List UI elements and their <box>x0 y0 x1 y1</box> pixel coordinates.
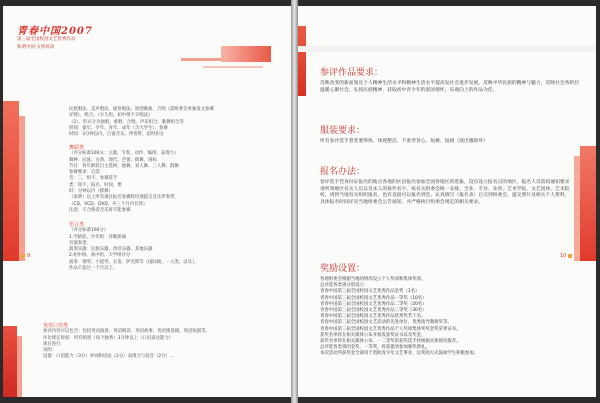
logo-brand: 青春中国2007 <box>17 26 93 37</box>
awards-list <box>320 277 582 358</box>
right-side-red-accent <box>574 156 580 261</box>
dance-line-9: （CD、VCD、DVD、并三个月内有效） <box>69 201 148 207</box>
dance-line-3: 节目：各年龄段自主选择，独舞、双人舞、三人舞、群舞 <box>69 163 179 169</box>
intro-line-4: 组别：童年、少年、青年、成年（含大学生），参赛 <box>69 125 168 131</box>
language-line-4: 演奏乐器：民族乐器、西洋乐器、其他乐器 <box>69 247 153 253</box>
intro-line-2: 详情）、组合。（少儿组、初中组不分唱法） <box>69 113 153 119</box>
award-line-6: 青春中国第三届全国校园文艺优秀作品三等奖（30名） <box>320 308 427 314</box>
dance-line-4: 参赛要求：自选 <box>69 170 100 176</box>
left-red-accent <box>19 116 25 261</box>
english-line-2: 评比规定时间：所有组别（每个独秀）3分钟以上（口语表达能力） <box>43 335 174 341</box>
intro-line-3: （2）、形式分为独唱、重唱、合唱、声乐组合、歌舞组合等 <box>69 119 184 125</box>
right-page-number <box>560 253 574 259</box>
bottom-red-accent <box>17 336 22 397</box>
dance-line-1: （评分标准100分：主题、节奏、动作、编排、表现力） <box>69 151 179 157</box>
top-red-thin <box>203 66 263 68</box>
right-page <box>298 6 596 397</box>
top-red-band <box>221 46 271 62</box>
costume-text: 所有参评选手着装要得体、体现整洁、不准穿背心、短裤、短裙（演出服除外） <box>320 139 488 144</box>
language-line-1: （评分标准100分） <box>69 228 109 234</box>
dance-line-2: 舞种：民族、古典、现代、芭蕾、街舞、国标 <box>69 157 157 163</box>
english-line-4: 说明： <box>43 348 57 354</box>
book-gutter <box>291 0 298 403</box>
signup-title: 报名办法： <box>320 167 366 177</box>
english-line-3: 项目进行： <box>43 341 65 347</box>
right-page-number-value: 10 <box>560 253 567 259</box>
signup-text: 参评选手凭身份证报名的地点各地的区县报名参加全国各地区的选拔，没有设立报名点的地区。报名人员需按通知要求请所须地区有关人员以及本人的条件名字，按有关组委会统一安排。全业、专业、业余、艺术学院、文艺团体、艺术院校，请到当地有关组织报名，也有直接可以报名到会。认真填写（报名表）后交到组委会，递交照片及相关个人资料，具体报名时间详见当地组委会公告通知，并严格执行组委会规定的相关要求。 <box>320 180 570 205</box>
dance-line-5: 音：三，组不，参赛选手 <box>69 176 118 182</box>
dance-line-7: 时：分钟以内（群舞） <box>69 189 113 195</box>
award-line-9: 青春中国第三届全国校园文艺优秀作品个人奖项集体奖奖金奖荣誉证书。 <box>320 326 461 332</box>
intro-block <box>69 107 265 138</box>
right-top-red-band <box>298 26 306 96</box>
award-line-5: 青春中国第三届全国校园文艺优秀作品二等奖（20名） <box>320 301 427 307</box>
english-title: 英语口语类 <box>43 323 69 329</box>
intro-line-1: 民族唱法、美声唱法、通俗唱法、原创歌曲、合唱（需组委会单独发文参赛 <box>69 107 214 112</box>
top-red-line <box>181 58 221 61</box>
award-line-1: 各地组委会根据当地的情况设立个人奖项和集体奖项。 <box>320 277 426 282</box>
signup-section <box>320 164 570 206</box>
award-line-3: 青春中国第三届全国校园文艺优秀作品金奖（1名） <box>320 289 420 295</box>
requirements-section <box>320 65 582 94</box>
language-line-2: 1.学龄前、少年组：诗歌朗诵 <box>69 234 126 240</box>
event-logo <box>17 22 127 50</box>
award-line-4: 青春中国第三届全国校园文艺优秀作品一等奖（10名） <box>320 295 427 301</box>
left-page-number <box>21 253 30 259</box>
left-page-number-value: 9 <box>27 253 31 259</box>
dance-block <box>69 145 265 214</box>
page-marker-icon <box>21 254 25 258</box>
award-line-11: 获奖名单将在相关媒体公布。一二等奖的获奖选手将根据具体情况推荐。 <box>320 339 461 345</box>
language-line-7: 作品不超过一个月以上。 <box>69 266 118 272</box>
language-title: 语言类 <box>69 222 85 228</box>
language-block <box>69 222 265 272</box>
award-line-12: 总评选各类别的金奖、一等奖，将获邀请参加颁奖典礼。 <box>320 345 430 351</box>
language-line-6: 演奏：钢琴、小提琴、长笛、萨克斯等（国际级、一入类、以及）， <box>69 259 199 265</box>
award-line-8: 青春中国第三届全国校园文艺活动的先进单位、优秀指导教师奖等。 <box>320 320 452 326</box>
left-red-band <box>3 101 19 261</box>
requirements-text: 反映改变的新面貌及个人精神生活水平和精神生活水平提高发社会进步发展。反映中华民族的精神与魅力，反映社会各阶层温暖心聚社会，弘扬民族精神，获取初中青少年的爱国情怀，乐观向上的作品为佳。 <box>320 81 580 93</box>
english-line-5: 设置：口语能力（3分）单词和语法（2分）表现力与发音（2分）... <box>43 354 175 360</box>
language-line-3: 有演奏类： <box>69 240 91 246</box>
costume-title: 服装要求： <box>320 126 366 136</box>
language-line-5: 2.初中组、高中组、大学组评分 <box>69 253 131 259</box>
award-line-10: 获奖名单将在相关媒体公布并颁发获奖证书以及奖金。 <box>320 332 426 338</box>
dance-line-6: 类：知不，报名，时间，要 <box>69 182 122 188</box>
bottom-red-band <box>3 326 17 397</box>
english-line-1: 参评内容可以包含：包括英语演讲、英语朗读、英语故事、英语情景剧、英语短剧等。 <box>43 329 210 335</box>
page-marker-icon <box>568 254 572 258</box>
award-line-2: 总评选各类别分别设立： <box>320 283 369 289</box>
dance-title: 舞蹈类 <box>69 145 85 151</box>
left-page <box>3 6 291 397</box>
award-line-13: 本次活动所获奖金全部用于资助青少年文艺事业，以奖励方式鼓励学生积极参加。 <box>320 351 479 357</box>
english-block <box>43 323 271 361</box>
costume-section <box>320 123 582 146</box>
dance-line-10: 注意：不合格者音乐将不能参赛 <box>69 207 131 213</box>
logo-subtitle: 第三届全国校园文艺优秀作品 <box>17 37 76 42</box>
right-side-red-band <box>580 146 596 261</box>
intro-line-5: 时间：3分钟以内，自备音乐、伴奏带，超时扣分 <box>69 132 164 138</box>
dance-line-8: （说明）以上所有项目报名参赛时均须提交音乐伴奏带， <box>69 195 179 201</box>
award-line-7: 青春中国第三届全国校园文艺优秀作品优秀奖若干名。 <box>320 314 426 320</box>
logo-slogan: 和谐中国·文明风尚 <box>17 45 55 50</box>
awards-title: 奖励设置： <box>320 264 366 274</box>
awards-section <box>320 261 582 358</box>
right-top-stripe <box>298 46 596 52</box>
requirements-title: 参评作品要求： <box>320 68 384 78</box>
